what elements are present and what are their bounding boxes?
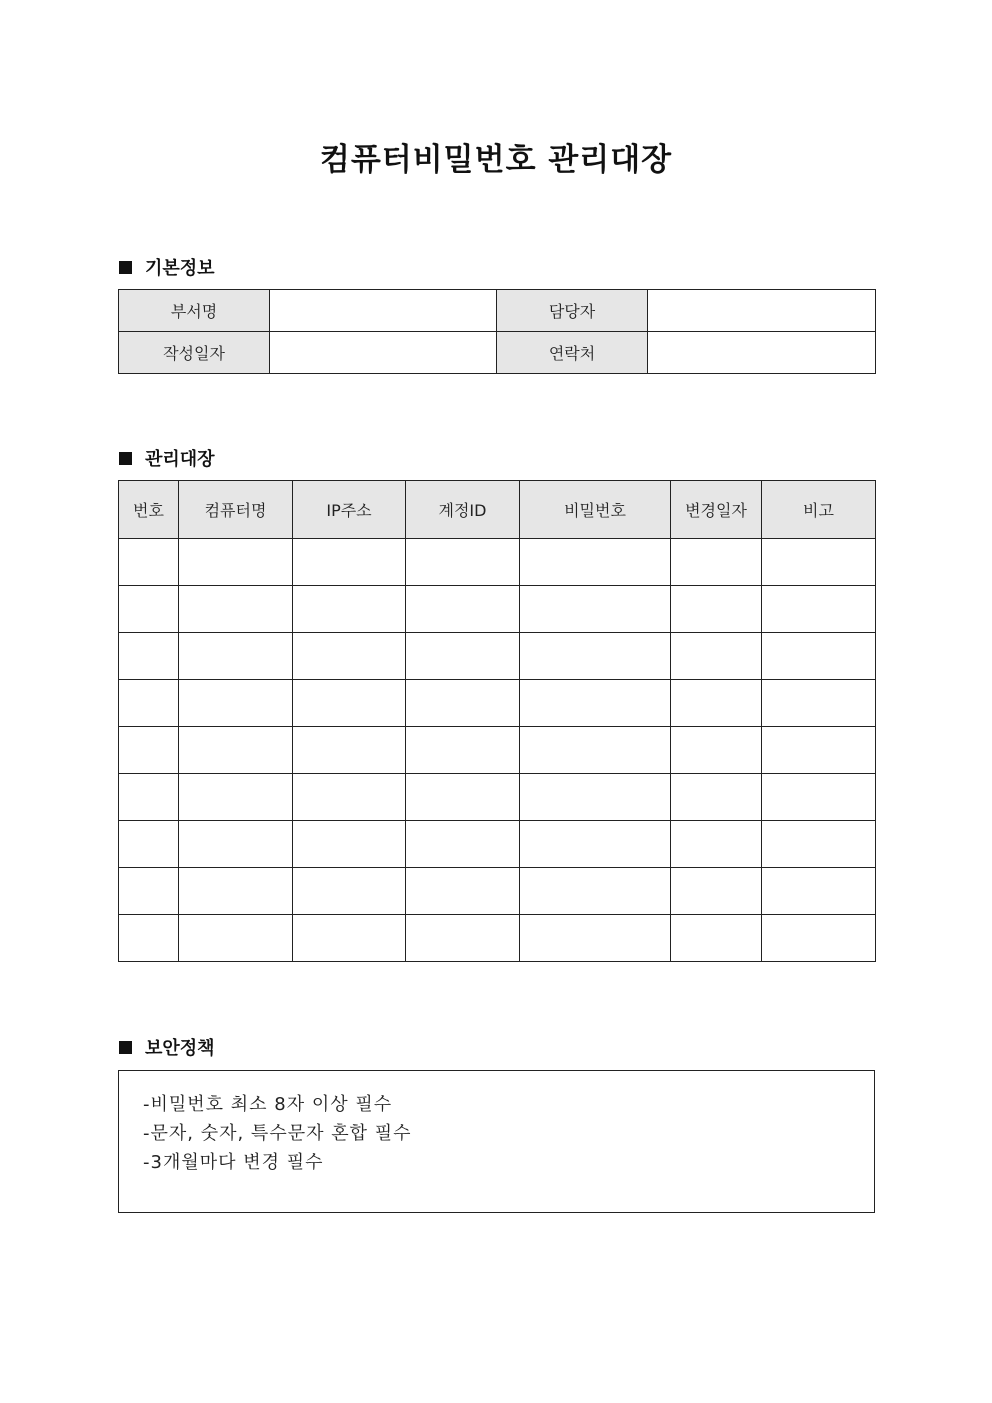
date-label: 작성일자: [119, 332, 270, 374]
table-cell[interactable]: [762, 915, 876, 962]
table-row: [119, 633, 876, 680]
table-cell[interactable]: [762, 868, 876, 915]
table-cell[interactable]: [520, 868, 671, 915]
table-cell[interactable]: [671, 586, 762, 633]
table-cell[interactable]: [293, 868, 406, 915]
table-cell[interactable]: [119, 727, 179, 774]
table-cell[interactable]: [179, 821, 293, 868]
table-cell[interactable]: [293, 915, 406, 962]
column-header: 변경일자: [671, 481, 762, 539]
table-cell[interactable]: [671, 868, 762, 915]
table-row: [119, 680, 876, 727]
table-cell[interactable]: [520, 821, 671, 868]
table-row: [119, 539, 876, 586]
table-cell[interactable]: [406, 633, 520, 680]
table-cell[interactable]: [520, 680, 671, 727]
table-cell[interactable]: [671, 821, 762, 868]
table-row: [119, 774, 876, 821]
table-cell[interactable]: [520, 727, 671, 774]
contact-label: 연락처: [497, 332, 648, 374]
date-field[interactable]: [270, 332, 497, 374]
table-cell[interactable]: [119, 915, 179, 962]
table-cell[interactable]: [119, 868, 179, 915]
table-cell[interactable]: [119, 633, 179, 680]
table-cell[interactable]: [119, 774, 179, 821]
table-cell[interactable]: [520, 774, 671, 821]
table-cell[interactable]: [293, 774, 406, 821]
ledger-header-row: [119, 481, 876, 539]
table-cell[interactable]: [179, 915, 293, 962]
table-row: [119, 727, 876, 774]
table-cell[interactable]: [762, 774, 876, 821]
table-cell[interactable]: [671, 680, 762, 727]
table-cell[interactable]: [406, 821, 520, 868]
table-row: [119, 915, 876, 962]
column-header: 계정ID: [406, 481, 520, 539]
table-row: [119, 586, 876, 633]
table-cell[interactable]: [406, 539, 520, 586]
table-cell[interactable]: [119, 586, 179, 633]
table-cell[interactable]: [293, 727, 406, 774]
table-cell[interactable]: [406, 774, 520, 821]
table-cell[interactable]: [671, 727, 762, 774]
table-cell[interactable]: [179, 727, 293, 774]
basic-info-heading: [119, 254, 215, 280]
table-cell[interactable]: [179, 868, 293, 915]
column-header: 컴퓨터명: [179, 481, 293, 539]
table-row: [119, 868, 876, 915]
table-cell[interactable]: [179, 539, 293, 586]
column-header: 비고: [762, 481, 876, 539]
ledger-heading: [119, 445, 215, 471]
table-cell[interactable]: [520, 586, 671, 633]
table-cell[interactable]: [179, 633, 293, 680]
square-bullet-icon: [119, 452, 132, 465]
table-cell[interactable]: [119, 680, 179, 727]
policy-line: -문자, 숫자, 특수문자 혼합 필수: [143, 1123, 412, 1144]
column-header: 비밀번호: [520, 481, 671, 539]
square-bullet-icon: [119, 1041, 132, 1054]
table-cell[interactable]: [671, 915, 762, 962]
table-cell[interactable]: [179, 586, 293, 633]
basic-info-row: [119, 290, 876, 332]
column-header: 번호: [119, 481, 179, 539]
basic-info-heading-label: 기본정보: [145, 258, 215, 279]
department-label: 부서명: [119, 290, 270, 332]
table-cell[interactable]: [119, 821, 179, 868]
table-cell[interactable]: [520, 633, 671, 680]
table-cell[interactable]: [762, 680, 876, 727]
basic-info-table: [118, 289, 876, 374]
table-cell[interactable]: [520, 915, 671, 962]
basic-info-row: [119, 332, 876, 374]
table-cell[interactable]: [293, 680, 406, 727]
square-bullet-icon: [119, 261, 132, 274]
contact-field[interactable]: [648, 332, 876, 374]
table-cell[interactable]: [406, 915, 520, 962]
table-cell[interactable]: [293, 586, 406, 633]
department-field[interactable]: [270, 290, 497, 332]
table-cell[interactable]: [520, 539, 671, 586]
manager-label: 담당자: [497, 290, 648, 332]
table-cell[interactable]: [293, 821, 406, 868]
table-cell[interactable]: [406, 586, 520, 633]
manager-field[interactable]: [648, 290, 876, 332]
table-cell[interactable]: [762, 586, 876, 633]
table-cell[interactable]: [671, 633, 762, 680]
table-cell[interactable]: [179, 774, 293, 821]
table-cell[interactable]: [406, 727, 520, 774]
table-cell[interactable]: [762, 821, 876, 868]
table-row: [119, 821, 876, 868]
table-cell[interactable]: [671, 539, 762, 586]
table-cell[interactable]: [293, 633, 406, 680]
table-cell[interactable]: [293, 539, 406, 586]
table-cell[interactable]: [406, 680, 520, 727]
page-title: 컴퓨터비밀번호 관리대장: [319, 142, 673, 178]
column-header: IP주소: [293, 481, 406, 539]
table-cell[interactable]: [671, 774, 762, 821]
ledger-heading-label: 관리대장: [145, 449, 215, 470]
table-cell[interactable]: [179, 680, 293, 727]
policy-line: -3개월마다 변경 필수: [143, 1152, 324, 1173]
policy-heading-label: 보안정책: [145, 1038, 215, 1059]
table-cell[interactable]: [762, 633, 876, 680]
table-cell[interactable]: [406, 868, 520, 915]
table-cell[interactable]: [762, 727, 876, 774]
policy-box: [118, 1070, 875, 1213]
policy-line: -비밀번호 최소 8자 이상 필수: [143, 1094, 393, 1115]
ledger-table: [118, 480, 876, 962]
table-cell[interactable]: [119, 539, 179, 586]
table-cell[interactable]: [762, 539, 876, 586]
policy-heading: [119, 1034, 215, 1060]
